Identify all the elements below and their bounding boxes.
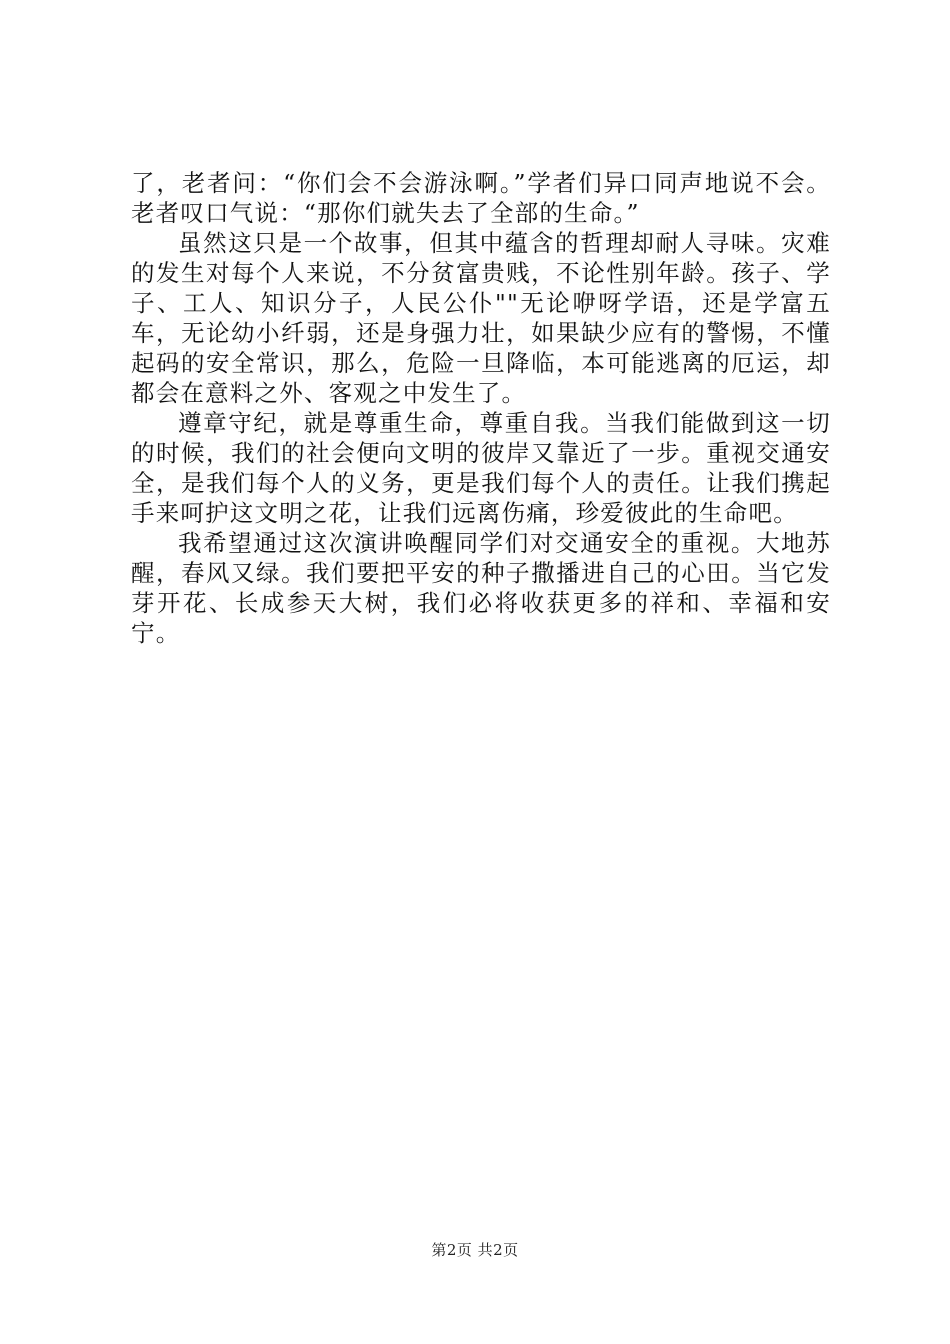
paragraph-3: 遵章守纪，就是尊重生命，尊重自我。当我们能做到这一切的时候，我们的社会便向文明的彼岸又靠近了一步。重视交通安全，是我们每个人的义务，更是我们每个人的责任。让我们携起手来呵护这文明之花，让我们远离伤痛，珍爱彼此的生命吧。 xyxy=(131,409,831,527)
paragraph-4: 我希望通过这次演讲唤醒同学们对交通安全的重视。大地苏醒，春风又绿。我们要把平安的种子撒播进自己的心田。当它发芽开花、长成参天大树，我们必将收获更多的祥和、幸福和安宁。 xyxy=(131,529,831,647)
page-footer: 第2页 共2页 xyxy=(431,1241,519,1259)
paragraph-2: 虽然这只是一个故事，但其中蕴含的哲理却耐人寻味。灾难的发生对每个人来说，不分贫富贵贱，不论性别年龄。孩子、学子、工人、知识分子，人民公仆""无论咿呀学语，还是学富五车，无论幼小纤弱，还是身强力壮，如果缺少应有的警惕，不懂起码的安全常识，那么，危险一旦降临，本可能逃离的厄运，却都会在意料之外、客观之中发生了。 xyxy=(131,229,831,407)
paragraph-1: 了，老者问：“你们会不会游泳啊。”学者们异口同声地说不会。老者叹口气说：“那你们就失去了全部的生命。” xyxy=(131,169,831,227)
body-text xyxy=(131,168,831,648)
